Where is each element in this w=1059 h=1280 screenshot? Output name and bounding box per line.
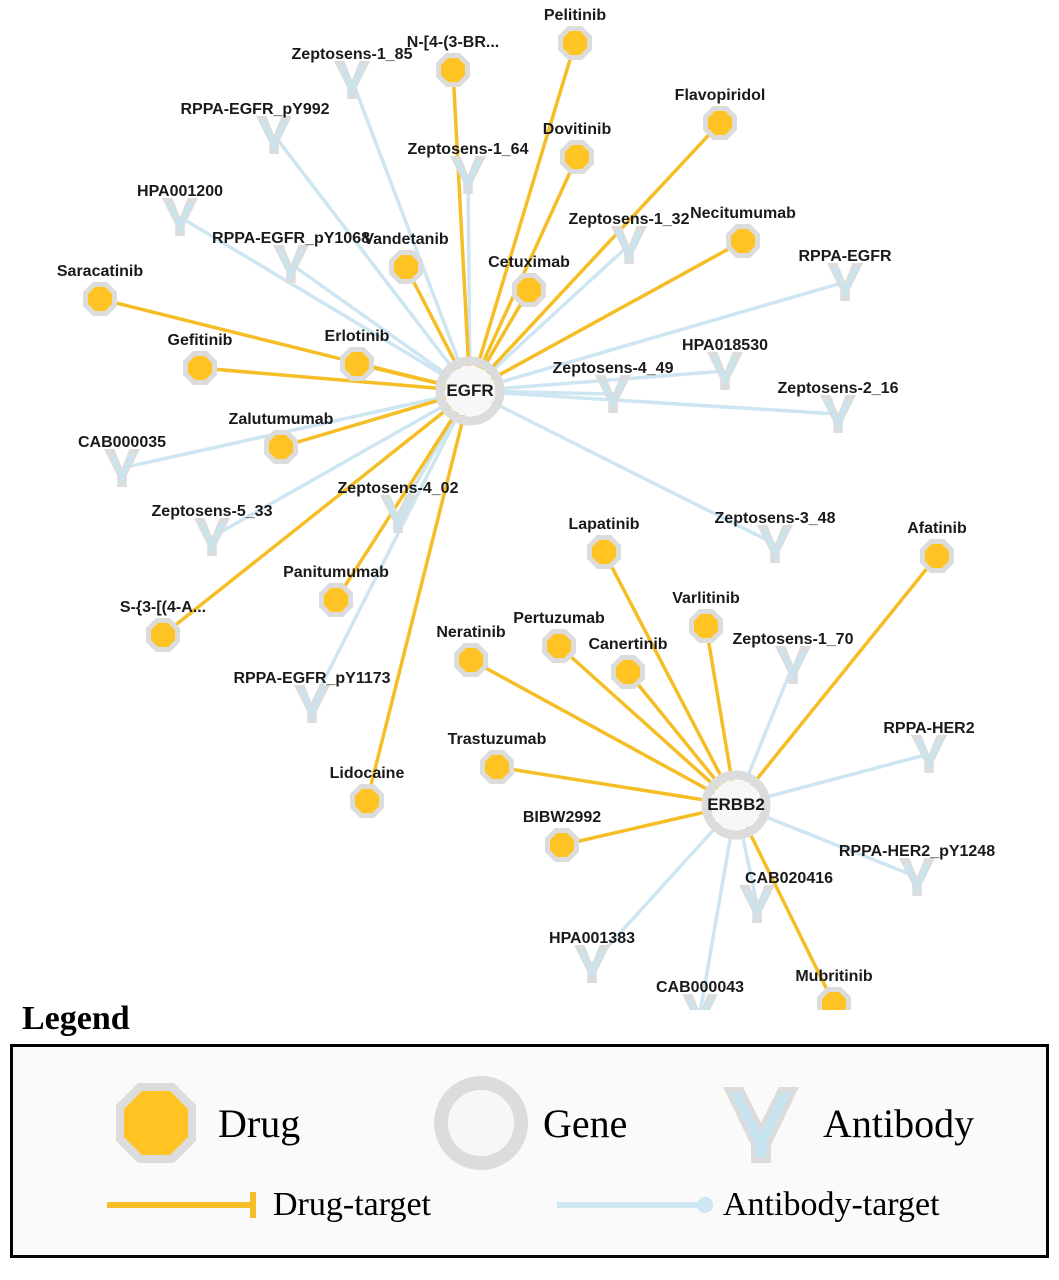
drug-label: Afatinib bbox=[907, 520, 967, 537]
antibody-target-edge-icon bbox=[553, 1185, 715, 1225]
antibody-node[interactable] bbox=[104, 449, 140, 487]
antibody-target-edge bbox=[312, 391, 470, 704]
drug-label: N-[4-(3-BR... bbox=[406, 34, 500, 51]
drug-label: S-{3-[(4-A... bbox=[119, 599, 207, 616]
legend-label-antibody-target: Antibody-target bbox=[723, 1186, 940, 1223]
drug-node[interactable] bbox=[454, 643, 488, 677]
gene-label: EGFR bbox=[446, 381, 494, 400]
drug-label: Varlitinib bbox=[672, 590, 740, 607]
legend-node-row bbox=[13, 1057, 1046, 1167]
antibody-icon bbox=[713, 1075, 809, 1171]
antibody-label: Zeptosens-1_85 bbox=[291, 46, 413, 63]
drug-label: BIBW2992 bbox=[522, 809, 602, 826]
drug-node[interactable] bbox=[319, 583, 353, 617]
drug-node[interactable] bbox=[340, 347, 374, 381]
drug-label: Canertinib bbox=[588, 636, 668, 653]
antibody-node[interactable] bbox=[775, 646, 811, 684]
drug-label: Panitumumab bbox=[283, 564, 389, 581]
antibody-node[interactable] bbox=[162, 198, 198, 236]
drug-node[interactable] bbox=[587, 535, 621, 569]
legend-item-drug-target bbox=[103, 1185, 431, 1225]
antibody-label: CAB000035 bbox=[77, 434, 167, 451]
antibody-node[interactable] bbox=[827, 263, 863, 301]
antibody-label: Zeptosens-1_70 bbox=[732, 631, 854, 648]
drug-node[interactable] bbox=[83, 282, 117, 316]
drug-label: Mubritinib bbox=[795, 968, 873, 985]
legend-item-antibody-target bbox=[553, 1185, 940, 1225]
drug-target-edge bbox=[470, 43, 575, 391]
drug-node[interactable] bbox=[542, 629, 576, 663]
antibody-node[interactable] bbox=[911, 735, 947, 773]
drug-label: Pelitinib bbox=[543, 7, 607, 24]
legend-item-antibody bbox=[713, 1075, 974, 1171]
antibody-target-edge bbox=[122, 391, 470, 468]
drug-target-edge bbox=[736, 556, 937, 805]
drug-node[interactable] bbox=[703, 106, 737, 140]
antibody-node[interactable] bbox=[574, 945, 610, 983]
drug-label: Cetuximab bbox=[488, 254, 570, 271]
antibody-node[interactable] bbox=[450, 156, 486, 194]
drug-node[interactable] bbox=[726, 224, 760, 258]
drug-label: Zalutumumab bbox=[228, 411, 334, 428]
drug-label: Trastuzumab bbox=[447, 731, 547, 748]
legend-section bbox=[0, 1000, 1059, 1258]
drug-label: Vandetanib bbox=[363, 231, 449, 248]
drug-label: Pertuzumab bbox=[513, 610, 605, 627]
drug-node[interactable] bbox=[389, 250, 423, 284]
antibody-label: HPA001383 bbox=[549, 930, 635, 947]
legend-label-antibody: Antibody bbox=[823, 1100, 975, 1146]
drug-node[interactable] bbox=[436, 53, 470, 87]
drug-node[interactable] bbox=[545, 828, 579, 862]
antibody-label: Zeptosens-5_33 bbox=[151, 503, 273, 520]
antibody-label: RPPA-HER2_pY1248 bbox=[838, 843, 996, 860]
drug-node[interactable] bbox=[183, 351, 217, 385]
drug-label: Erlotinib bbox=[324, 328, 390, 345]
antibody-label: Zeptosens-3_48 bbox=[714, 510, 836, 527]
antibody-label: Zeptosens-2_16 bbox=[777, 380, 899, 397]
legend-item-gene bbox=[433, 1075, 627, 1171]
antibody-node[interactable] bbox=[256, 116, 292, 154]
drug-node[interactable] bbox=[512, 273, 546, 307]
antibody-label: HPA001200 bbox=[137, 183, 223, 200]
legend-label-gene: Gene bbox=[543, 1100, 628, 1146]
drug-label: Saracatinib bbox=[56, 263, 144, 280]
antibody-node[interactable] bbox=[334, 61, 370, 99]
drug-node[interactable] bbox=[920, 539, 954, 573]
drug-node[interactable] bbox=[689, 609, 723, 643]
legend-item-drug bbox=[108, 1075, 300, 1171]
antibody-label: HPA018530 bbox=[682, 337, 768, 354]
drug-node[interactable] bbox=[480, 750, 514, 784]
legend-label-drug: Drug bbox=[218, 1100, 301, 1146]
antibody-label: Zeptosens-4_02 bbox=[337, 480, 459, 497]
antibody-label: RPPA-EGFR bbox=[798, 248, 892, 265]
antibody-label: Zeptosens-4_49 bbox=[552, 360, 674, 377]
antibody-label: Zeptosens-1_64 bbox=[407, 141, 529, 158]
gene-label: ERBB2 bbox=[707, 795, 765, 814]
antibody-node[interactable] bbox=[739, 885, 775, 923]
antibody-label: RPPA-HER2 bbox=[883, 720, 975, 737]
antibody-node[interactable] bbox=[899, 858, 935, 896]
antibody-label: RPPA-EGFR_pY1068 bbox=[212, 230, 370, 247]
drug-target-edge-icon bbox=[103, 1185, 265, 1225]
drug-label: Neratinib bbox=[436, 624, 506, 641]
drug-icon bbox=[108, 1075, 204, 1171]
drug-label: Lapatinib bbox=[568, 516, 640, 533]
drug-label: Gefitinib bbox=[167, 332, 233, 349]
drug-node[interactable] bbox=[350, 784, 384, 818]
drug-node[interactable] bbox=[560, 140, 594, 174]
antibody-target-edge bbox=[274, 135, 470, 391]
antibody-label: CAB020416 bbox=[744, 870, 834, 887]
antibody-node[interactable] bbox=[194, 518, 230, 556]
drug-label: Flavopiridol bbox=[674, 87, 766, 104]
antibody-label: RPPA-EGFR_pY992 bbox=[180, 101, 330, 118]
drug-node[interactable] bbox=[146, 618, 180, 652]
drug-node[interactable] bbox=[611, 655, 645, 689]
drug-label: Lidocaine bbox=[329, 765, 405, 782]
antibody-label: RPPA-EGFR_pY1173 bbox=[233, 670, 391, 687]
legend-label-drug-target: Drug-target bbox=[273, 1186, 431, 1223]
antibody-node[interactable] bbox=[294, 685, 330, 723]
gene-icon bbox=[433, 1075, 529, 1171]
legend-edge-row bbox=[13, 1177, 1046, 1247]
antibody-label: CAB000043 bbox=[655, 979, 745, 996]
drug-label: Necitumumab bbox=[690, 205, 796, 222]
antibody-node[interactable] bbox=[757, 525, 793, 563]
drug-label: Dovitinib bbox=[542, 121, 612, 138]
drug-node[interactable] bbox=[264, 430, 298, 464]
legend-box bbox=[10, 1044, 1049, 1258]
legend-title: Legend bbox=[22, 1000, 130, 1037]
antibody-label: Zeptosens-1_32 bbox=[568, 211, 690, 228]
drug-node[interactable] bbox=[558, 26, 592, 60]
